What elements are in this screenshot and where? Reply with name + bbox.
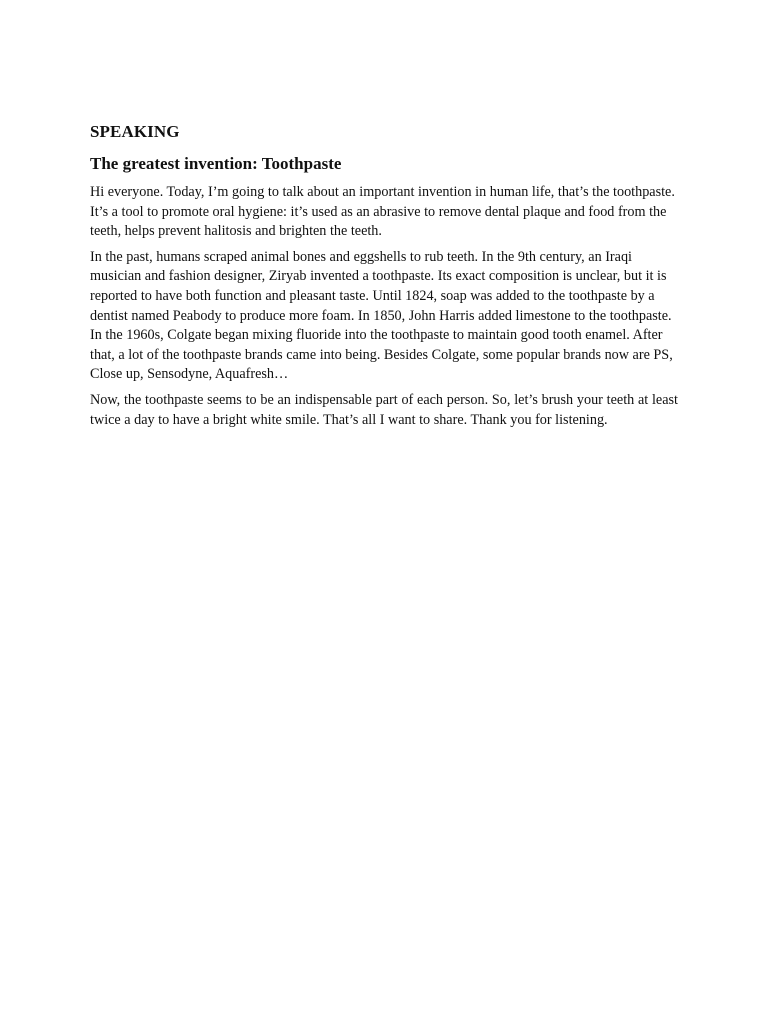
paragraph-conclusion: Now, the toothpaste seems to be an indispensable part of each person. So, let’s brush your teeth at least twice a day to have a bright white smile. That’s all I want to share. Thank you for listening. (90, 391, 678, 428)
section-label: SPEAKING (90, 122, 180, 141)
document-content (90, 121, 678, 436)
document-title: The greatest invention: Toothpaste (90, 154, 342, 173)
paragraph-intro: Hi everyone. Today, I’m going to talk about an important invention in human life, that’s the toothpaste. It’s a tool to promote oral hygiene: it’s used as an abrasive to remove dental plaque and food from the teeth, helps prevent halitosis and brighten the teeth. (90, 184, 675, 240)
paragraph-history: In the past, humans scraped animal bones and eggshells to rub teeth. In the 9th century, an Iraqi musician and fashion designer, Ziryab invented a toothpaste. Its exact composition is unclear, but it is reported to have both function and pleasant taste. Until 1824, soap was added to the toothpaste by a dentist named Peabody to produce more foam. In 1850, John Harris added limestone to the toothpaste. In the 1960s, Colgate began mixing fluoride into the toothpaste to maintain good tooth enamel. After that, a lot of the toothpaste brands came into being. Besides Colgate, some popular brands now are PS, Close up, Sensodyne, Aquafresh… (90, 248, 673, 383)
